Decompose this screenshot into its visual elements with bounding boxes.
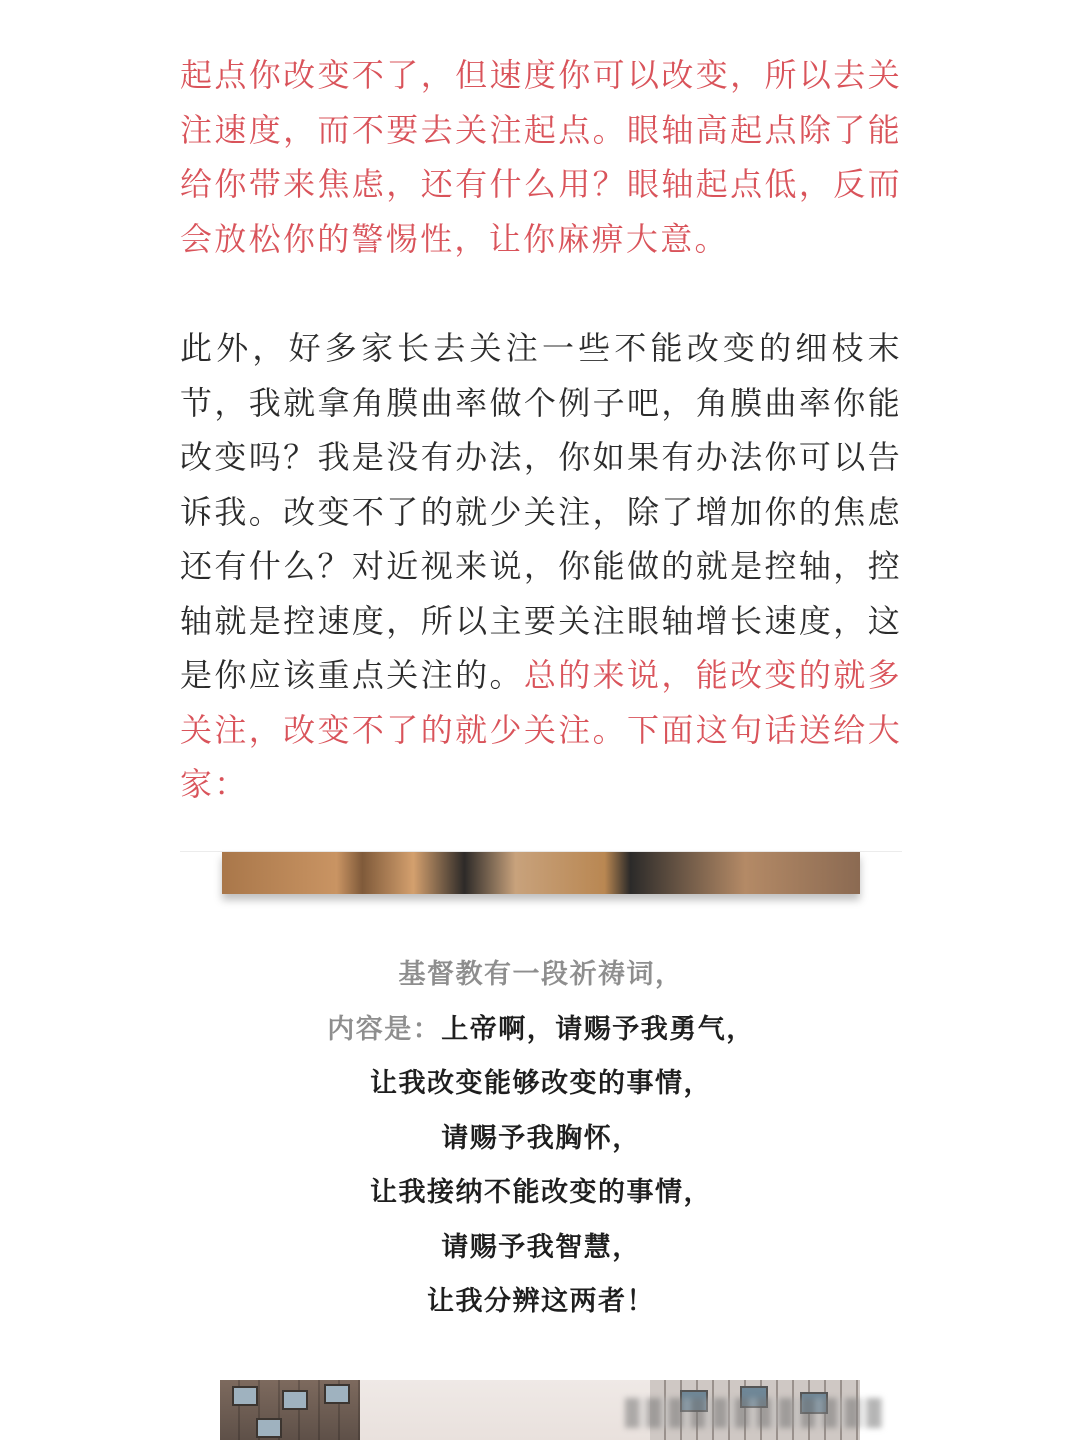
- prayer-line-2: 让我改变能够改变的事情，: [370, 1068, 712, 1099]
- paragraph-2-highlight: 总的来说，能改变的就多关注，改变不了的就少关注。下面这句话送给大家：: [180, 656, 902, 803]
- window: [324, 1384, 350, 1404]
- prayer-quote-block: [180, 948, 902, 1330]
- prayer-line-4: 让我接纳不能改变的事情，: [370, 1177, 712, 1208]
- building-left: [220, 1380, 360, 1440]
- window: [282, 1390, 308, 1410]
- prayer-line-1-row: [180, 1003, 902, 1058]
- paragraph-1-text: 起点你改变不了，但速度你可以改变，所以去关注速度，而不要去关注起点。眼轴高起点除了能给你带来焦虑，还有什么用？眼轴起点低，反而会放松你的警惕性，让你麻痹大意。: [180, 56, 902, 258]
- prayer-line-3: 请赐予我胸怀，: [441, 1122, 641, 1154]
- article-body: [180, 48, 902, 812]
- window: [232, 1386, 258, 1406]
- window: [256, 1418, 282, 1438]
- prayer-intro: 基督教有一段祈祷词，: [398, 959, 684, 990]
- paragraph-2-text: 此外，好多家长去关注一些不能改变的细枝末节，我就拿角膜曲率做个例子吧，角膜曲率你能改变吗？我是没有办法，你如果有办法你可以告诉我。改变不了的就少关注，除了增加你的焦虑还有什么？对近视来说，你能做的就是控轴，控轴就是控速度，所以主要关注眼轴增长速度，这是你应该重点关注的。: [180, 329, 902, 694]
- paragraph-speed-not-start: [180, 48, 902, 266]
- paragraph-focus-on-changeable: [180, 321, 902, 812]
- prayer-label: 内容是：: [327, 1013, 442, 1045]
- blurred-watermark: [625, 1398, 883, 1428]
- prayer-line-1: 上帝啊，请赐予我勇气，: [441, 1013, 755, 1045]
- prayer-line-5: 请赐予我智慧，: [441, 1231, 641, 1263]
- photo-strip-top: [222, 852, 860, 894]
- prayer-line-6: 让我分辨这两者！: [427, 1286, 655, 1317]
